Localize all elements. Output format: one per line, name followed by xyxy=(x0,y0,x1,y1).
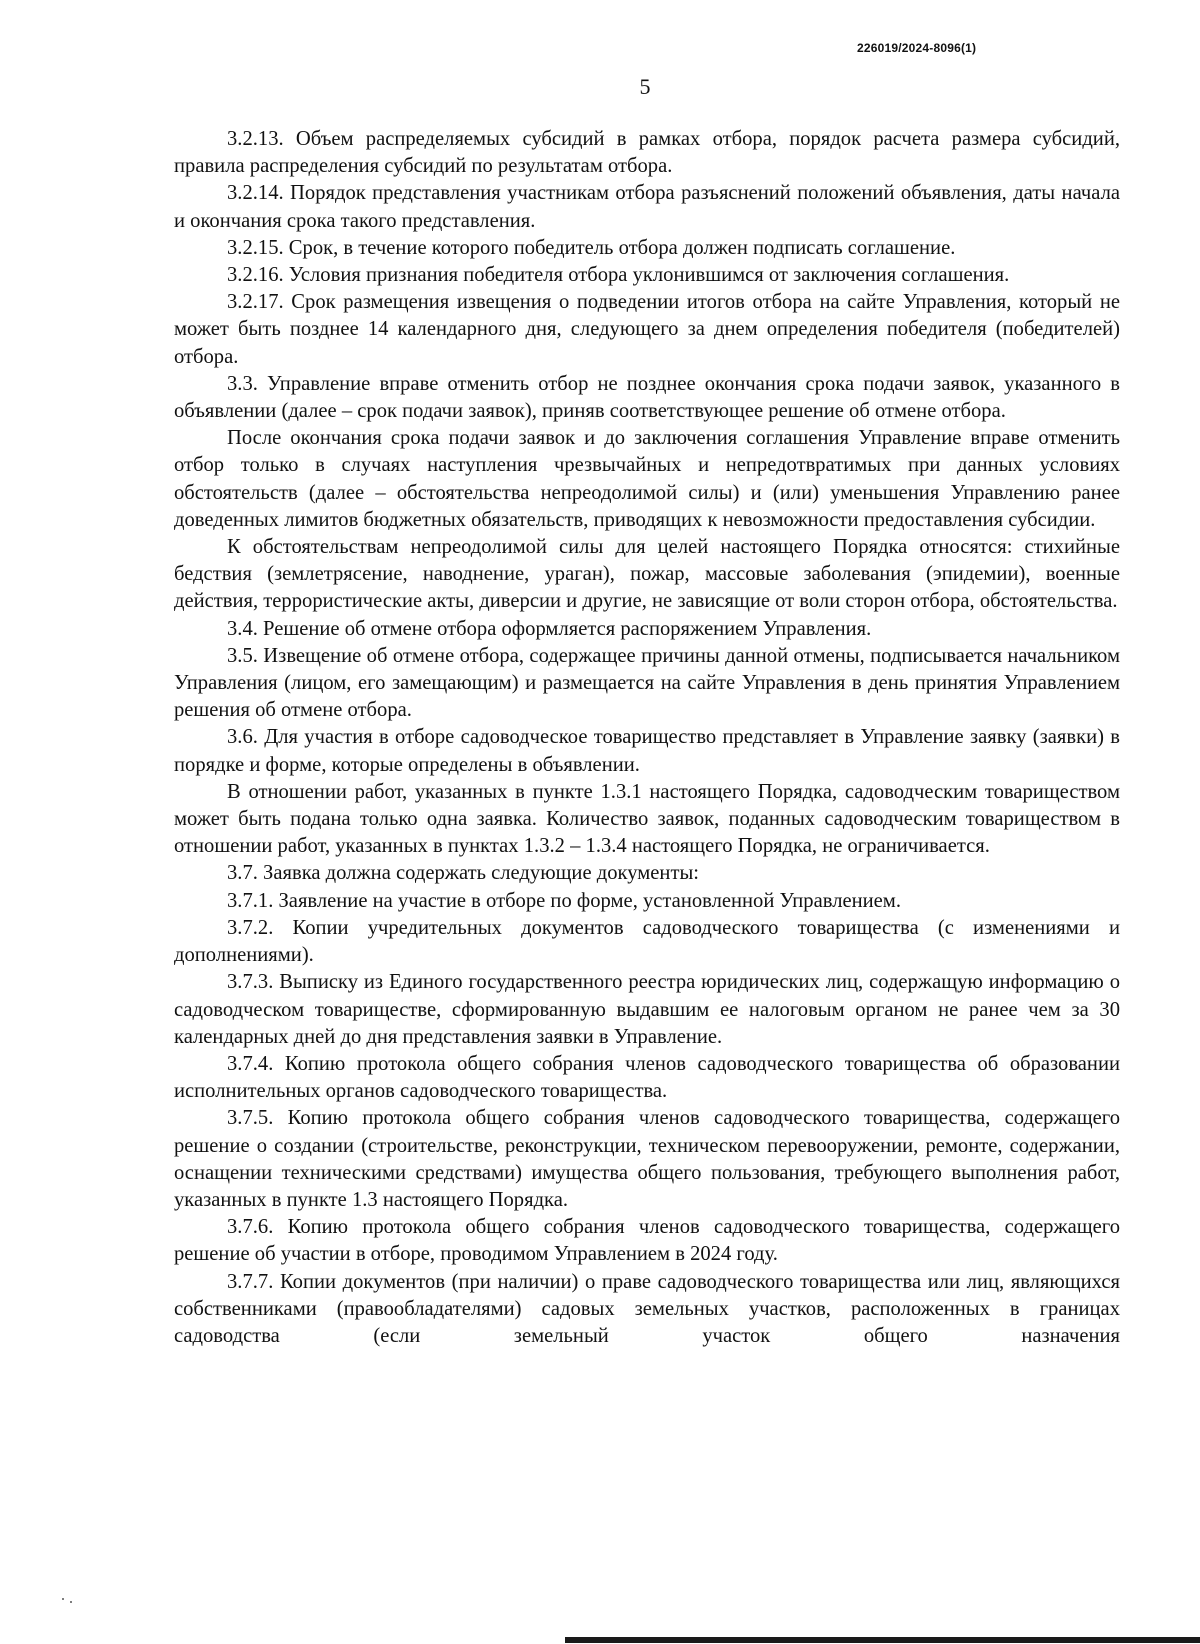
paragraph-3-7-7: 3.7.7. Копии документов (при наличии) о праве садоводческого товарищества или лиц, являющихся собственниками (правообладателями) садовых земельных участков, расположенных в границах садоводства (если земельный участок общего назначения xyxy=(174,1270,1120,1347)
paragraph-3-2-13: 3.2.13. Объем распределяемых субсидий в рамках отбора, порядок расчета размера субсидий, правила распределения субсидий по результатам отбора. xyxy=(174,128,1120,178)
paragraph-3-4: 3.4. Решение об отмене отбора оформляется распоряжением Управления. xyxy=(227,617,872,640)
paragraph-3-7-5: 3.7.5. Копию протокола общего собрания членов садоводческого товарищества, содержащего решение о создании (строительстве, реконструкции, техническом перевооружении, ремонте, содержании, оснащении техническими средствами) имущества общего пользования, требующего выполнения работ, указанных в пункте 1.3 настоящего Порядка. xyxy=(174,1107,1120,1211)
paragraph-3-6: 3.6. Для участия в отборе садоводческое товарищество представляет в Управление заявку (заявки) в порядке и форме, которые определены в объявлении. xyxy=(174,726,1120,776)
paragraph-3-2-16: 3.2.16. Условия признания победителя отбора уклонившимся от заключения соглашения. xyxy=(227,264,1010,287)
document-body xyxy=(174,126,1120,1350)
paragraph-3-7-6: 3.7.6. Копию протокола общего собрания членов садоводческого товарищества, содержащего решение об участии в отборе, проводимом Управлением в 2024 году. xyxy=(174,1216,1120,1266)
paragraph-3-3: 3.3. Управление вправе отменить отбор не позднее окончания срока подачи заявок, указанного в объявлении (далее – срок подачи заявок), приняв соответствующее решение об отмене отбора. xyxy=(174,372,1120,423)
paragraph-3-7-4: 3.7.4. Копию протокола общего собрания членов садоводческого товарищества об образовании исполнительных органов садоводческого товарищества. xyxy=(174,1052,1120,1103)
paragraph-force-majeure: К обстоятельствам непреодолимой силы для целей настоящего Порядка относятся: стихийные бедствия (землетрясение, наводнение, ураган), пожар, массовые заболевания (эпидемии), военные действия, террористические акты, диверсии и другие, не зависящие от воли сторон отбора, обстоятельства. xyxy=(174,536,1120,613)
paragraph-3-2-14: 3.2.14. Порядок представления участникам отбора разъяснений положений объявления, даты начала и окончания срока такого представления. xyxy=(174,182,1120,232)
page-number: 5 xyxy=(639,74,651,99)
paragraph-3-7-1: 3.7.1. Заявление на участие в отборе по форме, установленной Управлением. xyxy=(227,889,901,912)
paragraph-3-2-17: 3.2.17. Срок размещения извещения о подведении итогов отбора на сайте Управления, который не может быть позднее 14 календарного дня, следующего за днем определения победителя (победителей) отбора. xyxy=(174,291,1120,368)
scan-speck xyxy=(62,1598,64,1600)
paragraph-application-limits: В отношении работ, указанных в пункте 1.3.1 настоящего Порядка, садоводческим товариществом может быть подана только одна заявка. Количество заявок, поданных садоводческим товариществом в отношении работ, указанных в пунктах 1.3.2 – 1.3.4 настоящего Порядка, не ограничивается. xyxy=(174,780,1120,858)
paragraph-3-5: 3.5. Извещение об отмене отбора, содержащее причины данной отмены, подписывается начальником Управления (лицом, его замещающим) и размещается на сайте Управления в день принятия Управлением решения об отмене отбора. xyxy=(174,644,1120,722)
paragraph-3-7-3: 3.7.3. Выписку из Единого государственного реестра юридических лиц, содержащую информацию о садоводческом товариществе, сформированную выдавшим ее налоговым органом не ранее чем за 30 календарных дней до дня представления заявки в Управление. xyxy=(174,971,1120,1048)
paragraph-3-2-15: 3.2.15. Срок, в течение которого победитель отбора должен подписать соглашение. xyxy=(227,236,956,259)
scan-speck xyxy=(70,1601,72,1603)
paragraph-cancellation-after-deadline: После окончания срока подачи заявок и до заключения соглашения Управление вправе отменить отбор только в случаях наступления чрезвычайных и непредотвратимых при данных условиях обстоятельств (далее – обстоятельства непреодолимой силы) и (или) уменьшения Управлению ранее доведенных лимитов бюджетных обязательств, приводящих к невозможности предоставления субсидии. xyxy=(174,427,1120,531)
paragraph-3-7: 3.7. Заявка должна содержать следующие документы: xyxy=(227,862,700,885)
paragraph-3-7-2: 3.7.2. Копии учредительных документов садоводческого товарищества (с изменениями и дополнениями). xyxy=(174,916,1120,967)
document-registration-number: 226019/2024-8096(1) xyxy=(857,41,977,55)
bottom-border-line xyxy=(565,1637,1200,1643)
